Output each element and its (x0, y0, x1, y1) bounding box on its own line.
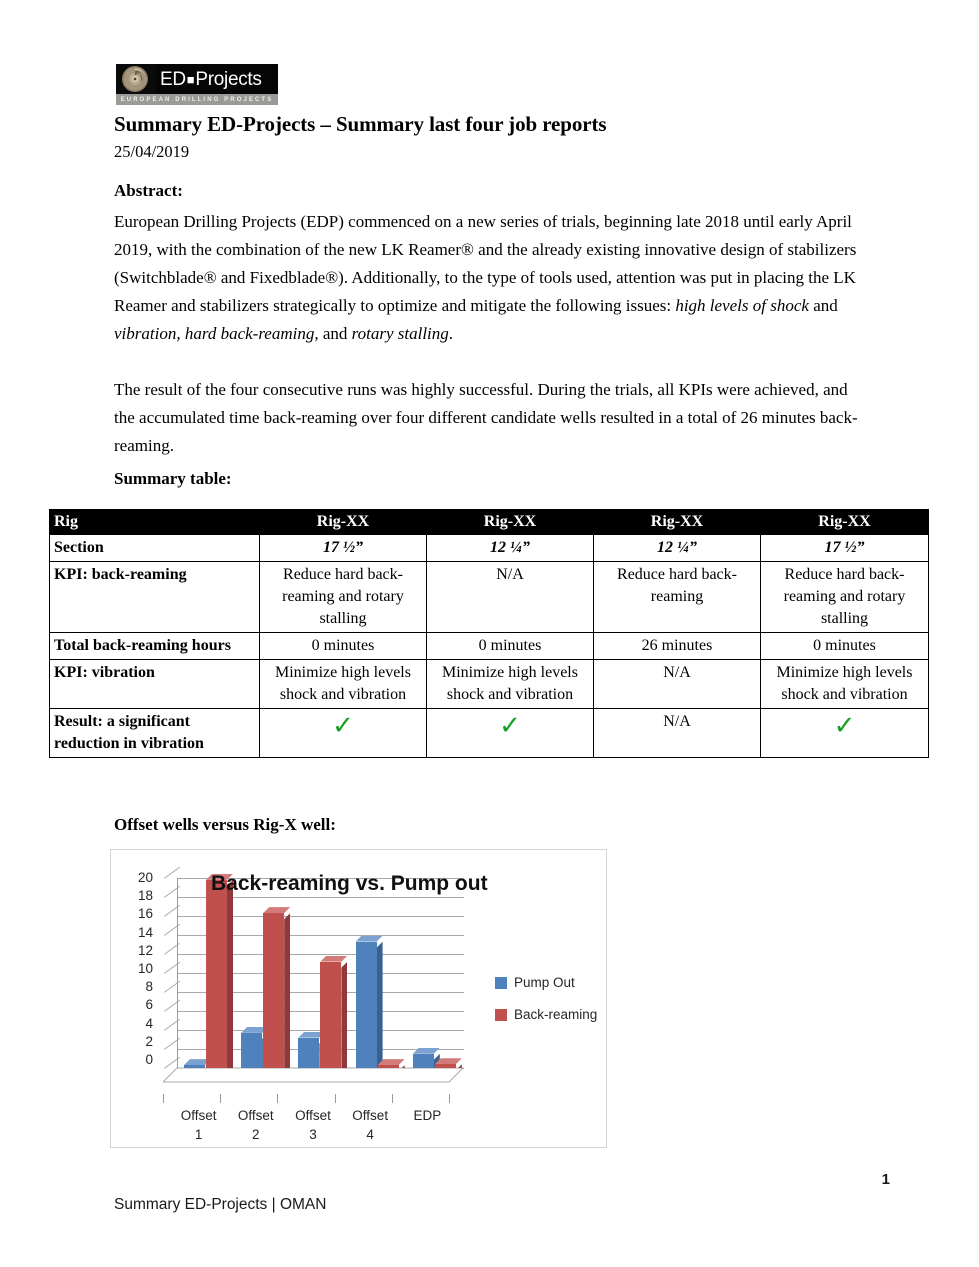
page-number: 1 (881, 1171, 890, 1188)
bar-pump-out (298, 1038, 319, 1068)
summary-table-heading: Summary table: (114, 469, 232, 488)
x-axis-tick (335, 1094, 336, 1103)
document-date: 25/04/2019 (114, 142, 190, 161)
y-tick-label: 10 (137, 960, 153, 976)
check-icon: ✓ (833, 711, 856, 741)
bar-face (320, 962, 341, 1068)
table-header-cell: Rig-XX (761, 510, 929, 535)
legend-swatch (495, 1009, 507, 1021)
abstract-paragraph (114, 208, 871, 348)
y-tick-label: 18 (137, 888, 153, 904)
bar-face (263, 913, 284, 1068)
chart-legend (495, 975, 597, 1039)
logo-tagline: EUROPEAN DRILLING PROJECTS (120, 96, 274, 103)
x-tick-label-line: 1 (194, 1127, 203, 1142)
bar-back-reaming (378, 1065, 399, 1068)
bar-face (378, 1065, 399, 1068)
bar-side (399, 1065, 405, 1068)
row-label-result: Result: a significant reduction in vibration (50, 709, 260, 758)
bar-side (377, 942, 383, 1068)
bar-pump-out (356, 942, 377, 1068)
bar-back-reaming (435, 1064, 456, 1068)
y-tick-label: 16 (137, 906, 153, 922)
x-axis-tick (449, 1094, 450, 1103)
cell-kpi-backreaming-1: Reduce hard back-reaming and rotary stalling (260, 562, 427, 633)
logo-main-bar (116, 64, 278, 94)
cell-kpi-backreaming-2: N/A (427, 562, 594, 633)
x-tick-label (399, 1106, 455, 1125)
y-tick-label: 8 (145, 979, 153, 995)
x-tick-label (171, 1106, 227, 1144)
row-label-total-hours: Total back-reaming hours (50, 633, 260, 660)
chart-bars (177, 878, 463, 1068)
result-paragraph: The result of the four consecutive runs was highly successful. During the trials, all KPIs were achieved, and the accumulated time back-reaming over four different candidate wells resulted in a total of 26 minutes back-reaming. (114, 380, 858, 455)
bar-face (184, 1065, 205, 1068)
ed-projects-logo (116, 64, 278, 105)
footer-text: Summary ED-Projects | OMAN (114, 1196, 327, 1213)
table-row (50, 709, 929, 758)
table-row (50, 562, 929, 633)
bar-side (227, 880, 233, 1068)
x-axis-tick (220, 1094, 221, 1103)
abstract-text-lead: European Drilling Projects (EDP) commenced on a new series of trials, beginning late 2018 until early April 2019, with the combination of the new LK Reamer® and the already existing innovative design of stabilizers (Switchblade® and Fixedblade®). Additionally, to the type of tools used, attention was put in placing the LK Reamer and stabilizers strategically to optimize and mitigate the following issues: (114, 212, 857, 315)
logo-word-right: Projects (195, 68, 262, 90)
cell-result-2 (427, 709, 594, 758)
row-label-section: Section (50, 535, 260, 562)
bar-pump-out (184, 1065, 205, 1068)
legend-item (495, 1007, 597, 1022)
check-icon: ✓ (499, 711, 521, 741)
y-tick-label: 0 (145, 1051, 153, 1067)
cell-total-hours-2: 0 minutes (427, 633, 594, 660)
bar-face (206, 880, 227, 1068)
back-reaming-chart (110, 849, 607, 1148)
bar-pump-out (413, 1054, 434, 1068)
table-row (50, 535, 929, 562)
bar-face (435, 1064, 456, 1068)
cell-kpi-backreaming-3: Reduce hard back-reaming (594, 562, 761, 633)
x-tick-label-line: 4 (366, 1127, 374, 1142)
bar-back-reaming (263, 913, 284, 1068)
bar-face (241, 1033, 262, 1068)
cell-result-4 (761, 709, 929, 758)
x-tick-label-line: Offset (237, 1108, 274, 1123)
x-tick-label (342, 1106, 398, 1144)
bar-side (456, 1064, 462, 1068)
chart-title: Back-reaming vs. Pump out (211, 872, 488, 895)
table-header-cell: Rig-XX (260, 510, 427, 535)
x-axis-tick (163, 1094, 164, 1103)
bar-group (349, 878, 406, 1068)
cell-kpi-vibration-3: N/A (594, 660, 761, 709)
x-axis-tick (392, 1094, 393, 1103)
bar-pump-out (241, 1033, 262, 1068)
cell-total-hours-1: 0 minutes (260, 633, 427, 660)
abstract-text-end: . (448, 324, 454, 343)
abstract-emphasis-1: high levels of shock (675, 296, 809, 315)
chart-y-axis-labels (111, 872, 153, 1072)
bar-group (291, 878, 348, 1068)
abstract-text-tail: , and (314, 324, 352, 343)
table-header-cell: Rig-XX (427, 510, 594, 535)
x-axis-tick (277, 1094, 278, 1103)
bar-side (341, 962, 347, 1068)
bar-face (298, 1038, 319, 1068)
bar-side (284, 913, 290, 1068)
page-title: Summary ED-Projects – Summary last four job reports (114, 112, 607, 136)
table-row (50, 660, 929, 709)
axis-depth-tick (164, 867, 180, 879)
chart-x-axis-labels (163, 1094, 463, 1142)
bar-face (413, 1054, 434, 1068)
cell-section-3: 12 ¼” (594, 535, 761, 562)
cell-kpi-vibration-1: Minimize high levels shock and vibration (260, 660, 427, 709)
abstract-emphasis-2: vibration, hard back-reaming (114, 324, 315, 343)
x-tick-label-line: Offset (180, 1108, 217, 1123)
bar-back-reaming (320, 962, 341, 1068)
x-tick-label-line: Offset (295, 1108, 331, 1123)
x-tick-label (228, 1106, 284, 1144)
legend-item (495, 975, 597, 990)
check-icon: ✓ (332, 711, 354, 741)
summary-table (49, 509, 929, 758)
row-label-kpi-vibration: KPI: vibration (50, 660, 260, 709)
legend-label: Back-reaming (514, 1007, 598, 1022)
cell-section-1: 17 ½” (260, 535, 427, 562)
bar-group (177, 878, 234, 1068)
y-tick-label: 2 (145, 1033, 153, 1049)
row-label-kpi-backreaming: KPI: back-reaming (50, 562, 260, 633)
chart-plot-area (163, 878, 463, 1083)
abstract-text-mid: and (808, 296, 838, 315)
cell-result-1 (260, 709, 427, 758)
y-tick-label: 14 (137, 924, 153, 940)
x-tick-label-line: EDP (413, 1108, 442, 1123)
x-tick-label-line: Offset (352, 1108, 389, 1123)
cell-section-2: 12 ¼” (427, 535, 594, 562)
y-tick-label: 20 (137, 870, 153, 885)
logo-wordmark (156, 70, 262, 89)
x-tick-label (285, 1106, 341, 1144)
logo-tagline-bar (116, 94, 278, 105)
table-header-cell: Rig-XX (594, 510, 761, 535)
ammonite-fossil-icon (116, 64, 156, 94)
x-tick-label-line: 3 (309, 1127, 317, 1142)
cell-kpi-vibration-4: Minimize high levels shock and vibration (761, 660, 929, 709)
y-tick-label: 6 (145, 997, 153, 1013)
logo-word-left: ED (160, 68, 186, 90)
cell-result-3: N/A (594, 709, 761, 758)
cell-total-hours-3: 26 minutes (594, 633, 761, 660)
bar-group (406, 878, 463, 1068)
logo-separator-dot: ■ (186, 71, 195, 87)
abstract-emphasis-3: rotary stalling (351, 324, 449, 343)
table-row (50, 633, 929, 660)
bar-group (234, 878, 291, 1068)
y-tick-label: 12 (137, 942, 153, 958)
table-header-cell: Rig (50, 510, 260, 535)
cell-kpi-vibration-2: Minimize high levels shock and vibration (427, 660, 594, 709)
legend-swatch (495, 977, 507, 989)
x-tick-label-line: 2 (252, 1127, 260, 1142)
bar-back-reaming (206, 880, 227, 1068)
legend-label: Pump Out (514, 975, 575, 990)
abstract-heading: Abstract: (114, 181, 183, 200)
bar-face (356, 942, 377, 1068)
table-header-row (50, 510, 929, 535)
cell-kpi-backreaming-4: Reduce hard back-reaming and rotary stalling (761, 562, 929, 633)
chart-heading: Offset wells versus Rig-X well: (114, 815, 336, 834)
cell-section-4: 17 ½” (761, 535, 929, 562)
y-tick-label: 4 (145, 1015, 153, 1031)
cell-total-hours-4: 0 minutes (761, 633, 929, 660)
